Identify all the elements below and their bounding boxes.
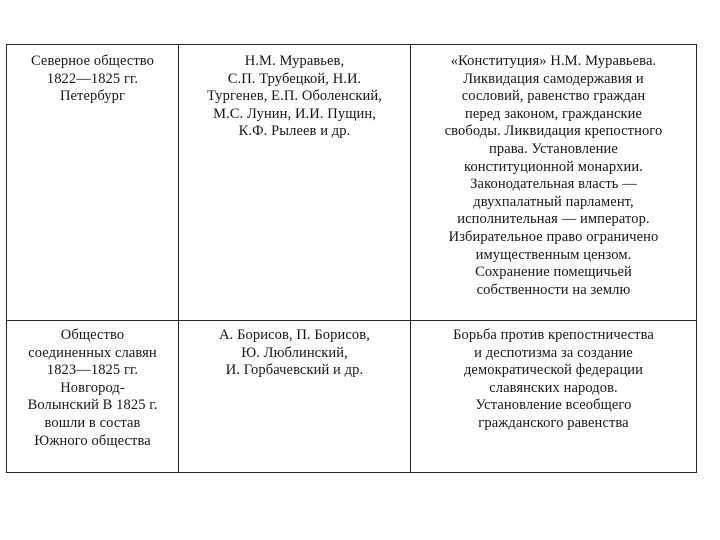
text-line: конституционной монархии. [464,158,643,175]
text-line: Тургенев, Е.П. Оболенский, [207,88,382,105]
text-line: Установление всеобщего [475,397,632,414]
society-cell [7,321,179,473]
text-line: Сохранение помещичьей [475,264,632,281]
members-cell [179,321,411,473]
text-line: Ю. Люблинский, [241,344,348,361]
text-line: Северное общество [30,53,155,69]
text-line: Борьба против крепостничества [453,327,654,343]
text-line: «Конституция» Н.М. Муравьева. [450,53,657,69]
text-line: и деспотизма за создание [474,344,633,361]
text-line: К.Ф. Рылеев и др. [238,123,351,140]
society-cell [7,45,179,321]
table-row [7,321,697,473]
text-line: славянских народов. [489,379,618,396]
text-line: С.П. Трубецкой, Н.И. [227,70,362,87]
text-line: сословий, равенство граждан [461,88,646,105]
decembrist-societies-table [6,44,697,473]
program-cell [411,45,697,321]
text-line: Новгород- [60,379,125,396]
text-line: права. Установление [489,140,618,157]
text-line: имущественным цензом. [475,246,632,263]
table-row [7,45,697,321]
text-line: демократической федерации [463,362,644,379]
text-line: собственности на землю [476,281,631,298]
text-line: вошли в состав [44,414,141,431]
members-cell [179,45,411,321]
text-line: соединенных славян [28,344,157,361]
text-line: Южного общества [34,432,151,449]
text-line: двухпалатный парламент, [473,193,634,210]
text-line: Избирательное право ограничено [448,228,659,245]
text-line: Законодательная власть — [470,176,637,193]
program-cell [411,321,697,473]
text-line: Ликвидация самодержавия и [463,70,644,87]
text-line: Петербург [59,88,126,105]
text-line: 1823—1825 гг. [46,362,139,379]
text-line: исполнительная — император. [457,211,650,228]
text-line: И. Горбачевский и др. [225,362,364,379]
text-line: Общество [60,327,125,343]
text-line: А. Борисов, П. Борисов, [219,327,370,343]
text-line: свободы. Ликвидация крепостного [444,123,663,140]
text-line: 1822—1825 гг. [46,70,139,87]
text-line: М.С. Лунин, И.И. Пущин, [213,105,376,122]
text-line: Волынский В 1825 г. [27,397,158,414]
text-line: перед законом, гражданские [464,105,643,122]
text-line: гражданского равенства [478,414,629,431]
text-line: Н.М. Муравьев, [244,53,345,69]
